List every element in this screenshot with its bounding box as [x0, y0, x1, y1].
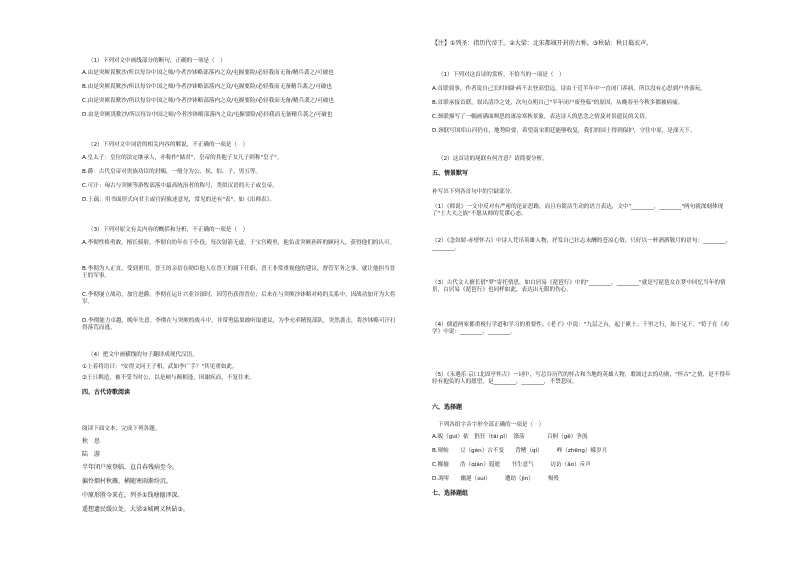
poem-line-1: 半年闭户废登临，直自春残病至今。	[82, 464, 179, 471]
q2-option-d: D.上疏：用书面形式向君主或官府陈述意见，常见的还有"表"，如《出师表》。	[82, 197, 276, 203]
q2-stem: （2）下列对文中词语的相关内容的解说，不正确的一项是（ ）	[88, 142, 249, 148]
q6-option-b: B.熨帖 豆（gèn）古不变 背鳍（qí） 峥（zhēng）嵘岁月	[432, 448, 608, 454]
section-title-choice: 六、选择题	[432, 404, 463, 411]
dictation-4: （4）儒道两家都重视行学道和学习的重要性。《老子》中说："九层之台，起于累土；千里之行，始于足下。"荀子在《劝学》中说：________，________。	[432, 322, 729, 335]
r-q1-stem: （1）下列对这首诗的赏析，不恰当的一项是（ ）	[438, 72, 565, 78]
dictation-2: （2）《念奴娇·赤壁怀古》中诗人凭吊英雄人物，抒发自己壮志未酬的苍凉心情，只好以一杯酒洒敬月的语句：________，________。	[432, 238, 732, 251]
q6-option-c: C.揶揄 浩（qián）遐逝 书生意气 访访（ǎo）斥声	[432, 462, 591, 468]
r-q1-option-a: A.首联叙事，作者说自己长时间卧病不去登高望远，诗由于近半年中一直闭门养病，所以没有心思到户外游玩。	[432, 86, 707, 92]
q3-stem: （3）下列对原文有关内容的概括和分析，不正确的一项是（ ）	[88, 227, 249, 233]
q3-option-a: A.李彻性格勇敢，擅长骑射。李彻自幼年在于仆役，每次射箭无虚，于宝宫殿里，他负责突厥孙阵的顾问人，获得他们的认可。	[82, 240, 396, 246]
dictation-3: （3）古代文人擅长借"梦"寄托情思，如白居易《琵琶行》中的"________，________"就是写琵琶女在梦中回忆当年的情景，白居易《琵琶行》也同样如此，表达出无限的伤心。	[432, 280, 726, 293]
dictation-5: （5）《永遇乐·京口北固亭怀古》一词中，写总谷历代的怀古和当地的英雄人物，歌颂过去的功勋，"怀古"之情，是不得年轻有抱负的人的愿望，是________，________，不禁悲叹。	[432, 372, 731, 385]
q1-stem: （1）下列对文中画线部分的断句，正确的一项是（ ）	[88, 58, 226, 64]
q4-stem: （4）把文中画横线的句子翻译成现代汉语。	[88, 352, 198, 358]
q2-option-b: B.爵：古代皇帝对贵族功臣的封赐，一般分为公、侯、伯、子、男五等。	[82, 169, 262, 175]
q3-option-b: B.李彻为人正直，受到重用。晋王的亲信在勋臣他人在晋王的属下任职，晋王非常重视他的建议，督管军务之事，就让他担当晋王的军事。	[82, 266, 396, 279]
dictation-intro: 补写出下列各首句中的空缺部分。	[432, 189, 516, 195]
poem-line-2: 偏怜烟村秋雁，横随寒雨渐纷沉。	[82, 478, 173, 485]
section-title-poetry: 四、古代诗歌阅读	[82, 389, 131, 396]
q4-line-1: ①上着将语曰："安得文同王子相，武如李广手？"其见重如此。	[82, 364, 238, 370]
poem-author: 陆 游	[82, 451, 101, 458]
r-q1-option-c: C.颈联描写了一幅画满面颊思的凄凉寒秋景象，表达诗人的思念之情及对景遗民的关切。	[432, 114, 651, 120]
q3-option-d: D.李彻能力卓越，晚年失意。李彻在与突厥的战斗中，非常勇猛果敢听取建议，为李充率精锐部队，突然袭击，将沙钵略可汗打得落荒而逃。	[82, 318, 396, 331]
q3-option-c: C.李彻屡立战功，加官进爵。李彻在运计兴业谷深时，因劳伤获得晋位；后来在与突厥沙钵略对峙的关系中，因战功加开为大将军。	[82, 292, 396, 305]
q6-option-d: D.凋零 幽邃（suì） 遭劫（jìn） 殒殁	[432, 476, 560, 482]
poem-line-3: 中原形胜今来在，列圣①钱塘德泽深。	[82, 492, 184, 499]
poem-note: 【注】①列圣：指历代帝王。②大梁：北宋都城开封的古称。③秋砧：秋日捣衣声。	[432, 40, 653, 47]
q4-line-2: ②王日羁造，被不受当时公，以是厕与颠相逢，因谢疾而，不复往来。	[82, 375, 255, 381]
dictation-1: （1）《师说》一文中反对有严密的论证思路，而且有简洁生动的语言表达，文中"________，________"两句就深刻体现了"士大夫之族"不愿从师的荒谬心态。	[432, 204, 724, 217]
q2-option-c: C.可汗：匈古与突厥等游牧部落中最高统治者的称号，类似汉语的天子或皇帝。	[82, 183, 278, 189]
section-title-group: 七、选择题组	[432, 490, 469, 497]
poem-title: 秋 思	[82, 438, 101, 445]
q1-option-a: A.由是突厥畏歎沙/所以每谷中国之师/今者沙钵略部落内之众/屯握要险/必轻我而无备/精兵袭之/可破也	[82, 70, 334, 76]
q1-option-b: B.由是突厥畏歎沙/所以每谷中国之师/今者沙钵略部落内之众/屯握要险/必轻我而无备精兵袭之/可破也	[82, 84, 332, 90]
q2-option-a: A.皇太子：皇位的法定继承人，亦称作"储君"，皇帝的其他子女儿子则称"皇子"。	[82, 155, 283, 161]
r-q1-option-d: D.颈联写国库山河仍在，地势险要，希望南宋朝廷能够收复，我们的国土得到保护，守住中原，是深天下。	[432, 128, 696, 134]
q1-option-d: D.由是突厥畏歎沙/所以每谷中国之师/今者沙钵略部落内之众/屯握要险/必轻我而无备精兵袭之/可破也	[82, 112, 333, 118]
r-q1-option-b: B.首联承接首联，叙出清冷之处，次句点明自己"半年闭户废登临"的原因，从晚春至今秋多都被病痛。	[432, 100, 684, 106]
q1-option-c: C.由是突厥畏歎沙/所以每谷中国之师/今者沙钵略部落内之众/屯握要险/必轻我而无备/精兵袭之/可破也	[82, 98, 334, 104]
q6-option-a: A.皈（guī）依 猖狂（tāi pī） 涤荡 百舸（gě）争流	[432, 434, 588, 440]
q6-stem: 下列各组字音字形全部正确的一项是（ ）	[438, 422, 545, 428]
section-title-dictation: 五、情景默写	[432, 170, 469, 177]
poem-intro: 阅读下面文本，完成下列各题。	[82, 426, 161, 432]
r-q2: （2）这首诗的尾联有何含意？请简要分析。	[438, 156, 548, 162]
poem-line-4: 遥想遗民缓泣处，大梁②城阙又秋砧③。	[82, 506, 189, 513]
